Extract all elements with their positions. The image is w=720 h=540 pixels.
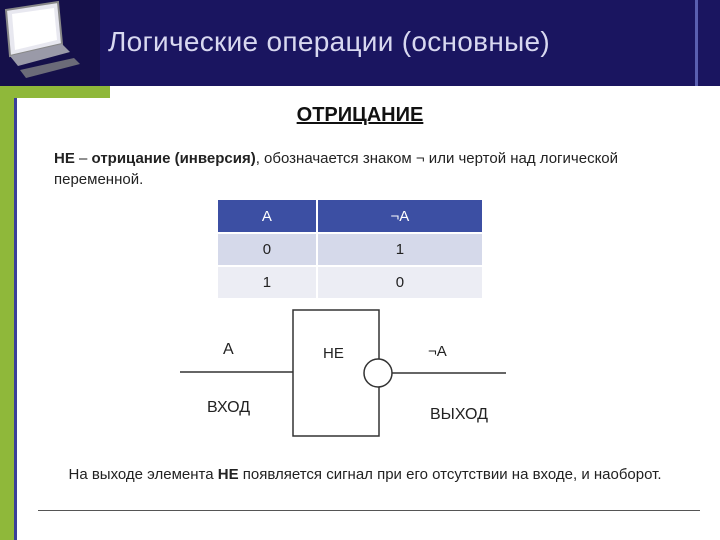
truth-table-cell: 0 [218, 233, 317, 266]
gate-label: НЕ [323, 345, 344, 362]
truth-table [218, 200, 482, 298]
definition-dash: – [74, 150, 92, 167]
footer-keyword: НЕ [217, 466, 239, 483]
truth-table-row [218, 266, 482, 298]
section-heading-text: ОТРИЦАНИЕ [296, 104, 424, 126]
output-caption: ВЫХОД [430, 406, 488, 423]
definition-rest: , обозначается знаком ¬ или чертой над логической переменной. [54, 150, 619, 188]
not-gate-diagram [0, 300, 720, 450]
accent-bar-top [0, 86, 110, 98]
footer-text-before: На выходе элемента [68, 466, 218, 483]
truth-table-header-input: А [218, 200, 317, 233]
footer-text-after: появляется сигнал при его отсутствии на входе, и наоборот. [238, 466, 662, 483]
input-caption: ВХОД [207, 399, 251, 416]
input-label: А [223, 341, 234, 358]
truth-table-cell: 1 [317, 233, 482, 266]
computer-monitor-icon [0, 0, 100, 86]
inversion-bubble [364, 359, 392, 387]
footer-divider [38, 510, 700, 511]
header-stripe [695, 0, 698, 86]
truth-table-row [218, 233, 482, 266]
section-heading [0, 104, 720, 127]
footer-note [30, 464, 700, 486]
definition-term: отрицание (инверсия) [91, 150, 256, 167]
definition-text [54, 148, 654, 190]
slide-header [0, 0, 720, 86]
definition-keyword: НЕ [54, 150, 75, 167]
slide-title: Логические операции (основные) [108, 26, 551, 57]
truth-table-header-row [218, 200, 482, 233]
truth-table-header-output: ¬А [317, 200, 482, 233]
truth-table-cell: 0 [317, 266, 482, 298]
output-label: ¬А [428, 343, 447, 360]
truth-table-cell: 1 [218, 266, 317, 298]
